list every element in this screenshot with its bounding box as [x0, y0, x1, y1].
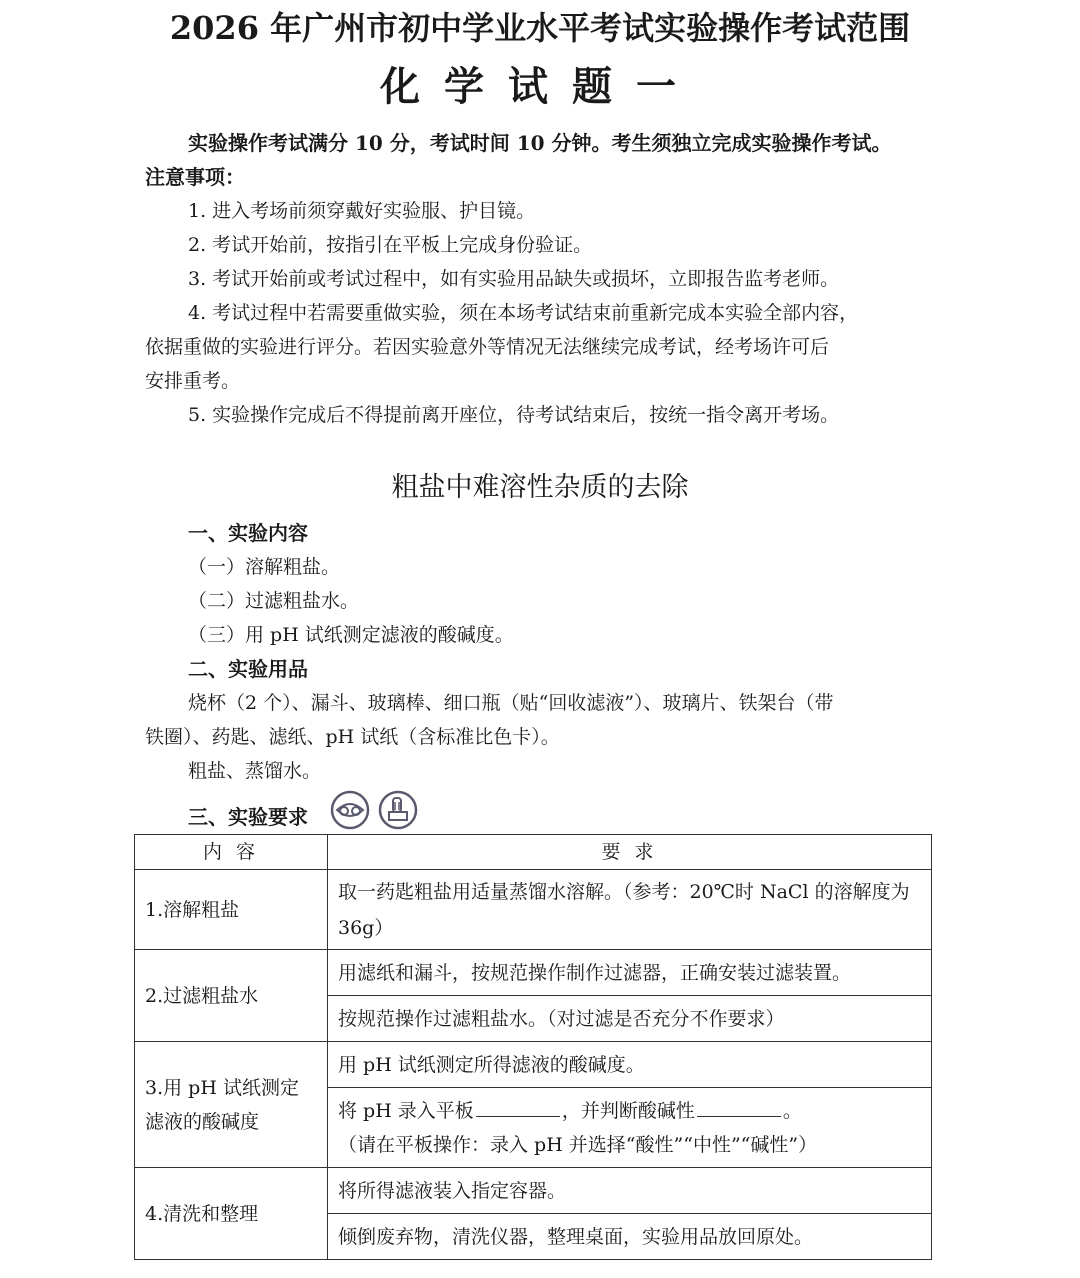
row-requirement: 取一药匙粗盐用适量蒸馏水溶解。（参考：20℃时 NaCl 的溶解度为 36g） — [328, 870, 932, 950]
supplies-heading: 二、实验用品 — [188, 657, 308, 681]
row-requirement: 将所得滤液装入指定容器。 — [328, 1168, 932, 1214]
row-requirement: 按规范操作过滤粗盐水。（对过滤是否充分不作要求） — [328, 996, 932, 1042]
notice-item: 4. 考试过程中若需要重做实验，须在本场考试结束前重新完成本实验全部内容， — [188, 302, 859, 324]
row-content: 4.清洗和整理 — [135, 1168, 328, 1260]
row-requirement: 用滤纸和漏斗，按规范操作制作过滤器，正确安装过滤装置。 — [328, 950, 932, 996]
input-note: （请在平板操作：录入 pH 并选择“酸性”“中性”“碱性”） — [338, 1133, 818, 1156]
experiment-title: 粗盐中难溶性杂质的去除 — [391, 472, 689, 503]
content-item: （一）溶解粗盐。 — [188, 556, 341, 578]
notice-item: 5. 实验操作完成后不得提前离开座位，待考试结束后，按统一指令离开考场。 — [188, 404, 840, 426]
content-item: （三）用 pH 试纸测定滤液的酸碱度。 — [188, 624, 514, 646]
table-row — [135, 950, 932, 996]
document-subtitle: 化学试题一 — [380, 63, 700, 110]
requirements-heading: 三、实验要求 — [188, 805, 308, 829]
table-row — [135, 870, 932, 950]
supplies-line: 粗盐、蒸馏水。 — [188, 760, 322, 782]
notice-item-continued: 依据重做的实验进行评分。若因实验意外等情况无法继续完成考试，经考场许可后 — [145, 336, 830, 358]
safety-icons — [330, 790, 418, 830]
notice-item-continued: 安排重考。 — [145, 370, 241, 392]
document-title: 2026 年广州市初中学业水平考试实验操作考试范围 — [169, 9, 911, 47]
table-row — [135, 1042, 932, 1088]
content-item: （二）过滤粗盐水。 — [188, 590, 360, 612]
input-line-part3: 。 — [782, 1099, 802, 1122]
row-requirement-input — [328, 1088, 932, 1168]
row-content: 3.用 pH 试纸测定滤液的酸碱度 — [135, 1042, 328, 1168]
table-row — [135, 1168, 932, 1214]
exam-intro: 实验操作考试满分 10 分，考试时间 10 分钟。考生须独立完成实验操作考试。 — [188, 131, 892, 155]
ph-blank — [476, 1094, 560, 1117]
acidity-blank — [697, 1094, 781, 1117]
supplies-line: 铁圈）、药匙、滤纸、pH 试纸（含标准比色卡）。 — [145, 726, 560, 748]
notice-item: 1. 进入考场前须穿戴好实验服、护目镜。 — [188, 200, 536, 222]
content-heading: 一、实验内容 — [188, 521, 308, 545]
row-requirement: 倾倒废弃物，清洗仪器，整理桌面，实验用品放回原处。 — [328, 1214, 932, 1260]
supplies-line: 烧杯（2 个）、漏斗、玻璃棒、细口瓶（贴“回收滤液”）、玻璃片、铁架台（带 — [188, 692, 834, 714]
eye-protection-icon — [330, 790, 370, 830]
notice-item: 3. 考试开始前或考试过程中，如有实验用品缺失或损坏，立即报告监考老师。 — [188, 268, 840, 290]
row-content: 2.过滤粗盐水 — [135, 950, 328, 1042]
hand-protection-icon — [378, 790, 418, 830]
row-content: 1.溶解粗盐 — [135, 870, 328, 950]
notice-heading: 注意事项： — [145, 165, 245, 189]
table-header-row — [135, 835, 932, 870]
column-header-content: 内 容 — [135, 835, 328, 870]
requirements-table — [134, 834, 932, 1260]
row-requirement: 用 pH 试纸测定所得滤液的酸碱度。 — [328, 1042, 932, 1088]
notice-item: 2. 考试开始前，按指引在平板上完成身份验证。 — [188, 234, 593, 256]
input-line-part2: ，并判断酸碱性 — [561, 1099, 695, 1122]
input-line-part1: 将 pH 录入平板 — [338, 1099, 474, 1122]
column-header-requirements: 要 求 — [328, 835, 932, 870]
